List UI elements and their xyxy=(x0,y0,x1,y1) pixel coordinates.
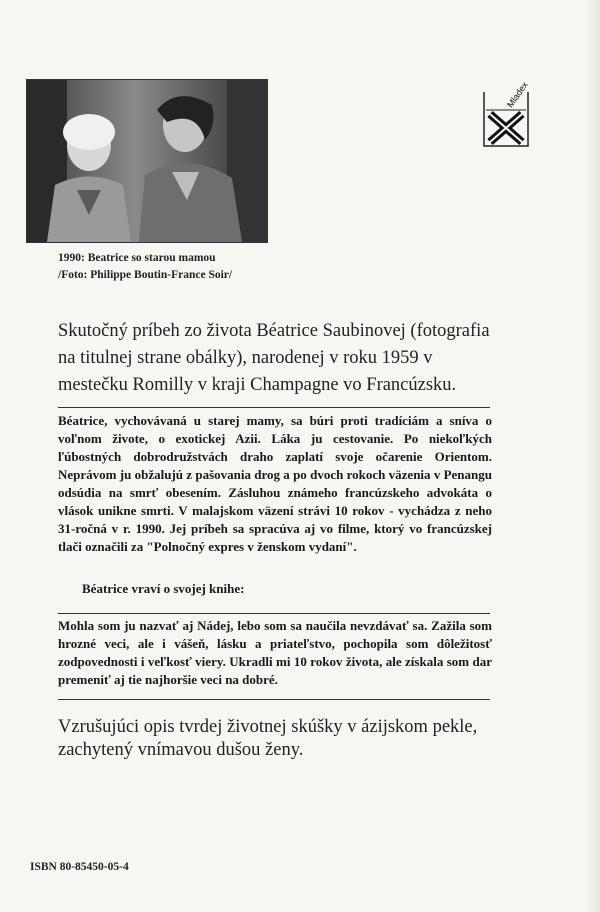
page-edge xyxy=(586,0,600,912)
divider xyxy=(58,407,490,408)
photo-caption xyxy=(58,250,232,284)
isbn: ISBN 80-85450-05-4 xyxy=(30,861,129,873)
divider xyxy=(58,699,490,700)
intro-paragraph: Skutočný príbeh zo života Béatrice Saubinovej (fotografia na titulnej strane obálky), narodenej v roku 1959 v mestečku Romilly v kraji Champagne vo Francúzsku. xyxy=(58,321,490,395)
divider xyxy=(58,613,490,614)
summary-paragraph: Béatrice, vychovávaná u starej mamy, sa búri proti tradíciám a sníva o voľnom živote, o exotickej Azii. Láka ju cestovanie. Po niekoľkých ľúbostných dobrodružstvách draho zaplatí svoje očarenie Orientom. Neprávom ju obžalujú z pašovania drog a po dvoch rokoch väzenia v Penangu odsúdia na smrť obesením. Zásluhou známeho francúzskeho advokáta o vlások unikne smrti. V malajskom väzení strávi 10 rokov - vychádza z neho 31-ročná v r. 1990. Jej príbeh sa spracúva aj vo filme, ktorý vo francúzskej tlači označili za "Polnočný expres v ženskom vydaní". xyxy=(58,413,492,554)
photo-caption-line2: /Foto: Philippe Boutin-France Soir/ xyxy=(58,269,233,281)
quote-intro: Béatrice vraví o svojej knihe: xyxy=(82,581,245,596)
mladex-x-logo-icon xyxy=(478,76,538,160)
author-quote: Mohla som ju nazvať aj Nádej, lebo som sa naučila nevzdávať sa. Zažila som hrozné veci, ale i vášeň, lásku a priateľstvo, pochopila som dôležitosť zodpovednosti i veľkosť viery. Ukradli mi 10 rokov života, ale získala som dar premeniť aj tie najhoršie veci na dobré. xyxy=(58,618,492,687)
author-photo xyxy=(26,79,268,243)
publisher-name: Mladex xyxy=(505,79,530,110)
closing-paragraph: Vzrušujúci opis tvrdej životnej skúšky v ázijskom pekle, zachytený vnímavou dušou ženy. xyxy=(58,717,478,760)
photo-caption-line1: 1990: Beatrice so starou mamou xyxy=(58,252,216,264)
